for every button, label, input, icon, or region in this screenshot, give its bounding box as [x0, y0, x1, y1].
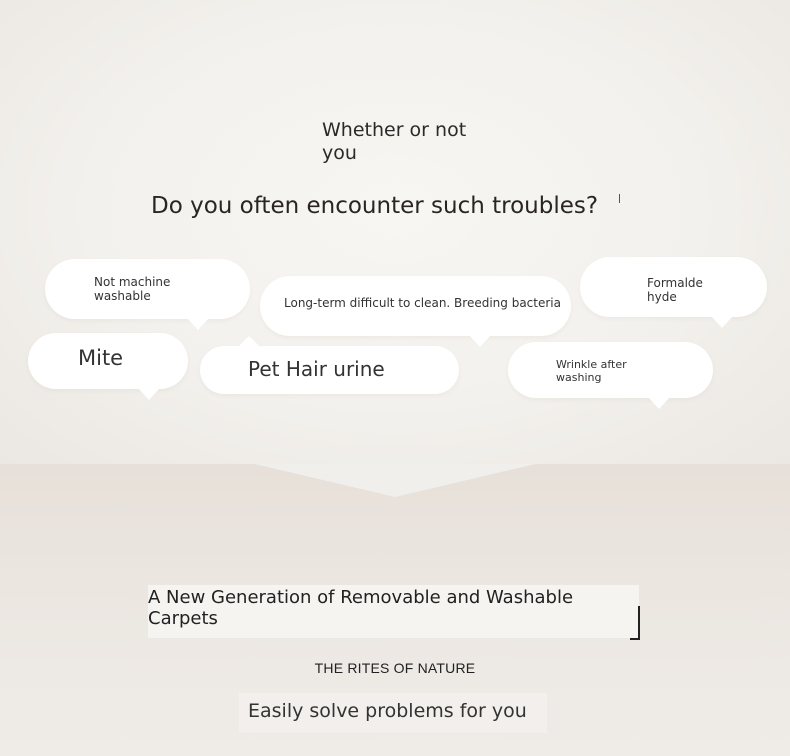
trouble-bubble-formaldehyde	[580, 257, 767, 317]
section-divider-chevron	[255, 464, 535, 497]
trouble-label: Wrinkle after washing	[556, 358, 627, 384]
trouble-bubble-pet-hair	[200, 346, 459, 394]
brand-name: THE RITES OF NATURE	[314, 660, 476, 676]
decorative-mark	[619, 194, 620, 203]
product-tagline: Easily solve problems for you	[248, 700, 527, 722]
trouble-label: Formalde hyde	[647, 276, 703, 304]
banner-corner-mark	[630, 606, 640, 640]
trouble-question: Do you often encounter such troubles?	[151, 193, 599, 219]
trouble-label: Not machine washable	[94, 275, 171, 303]
trouble-bubble-mite	[28, 333, 188, 389]
trouble-label: Long-term difficult to clean. Breeding bacteria	[284, 296, 561, 310]
trouble-label: Mite	[78, 346, 124, 370]
intro-subtitle: Whether or not you	[322, 119, 467, 164]
trouble-bubble-bacteria	[260, 276, 571, 336]
headline-banner	[148, 585, 639, 638]
product-headline: A New Generation of Removable and Washable Carpets	[148, 587, 574, 629]
trouble-label: Pet Hair urine	[248, 357, 385, 381]
trouble-bubble-not-washable	[45, 259, 250, 319]
trouble-bubble-wrinkle	[508, 342, 713, 398]
